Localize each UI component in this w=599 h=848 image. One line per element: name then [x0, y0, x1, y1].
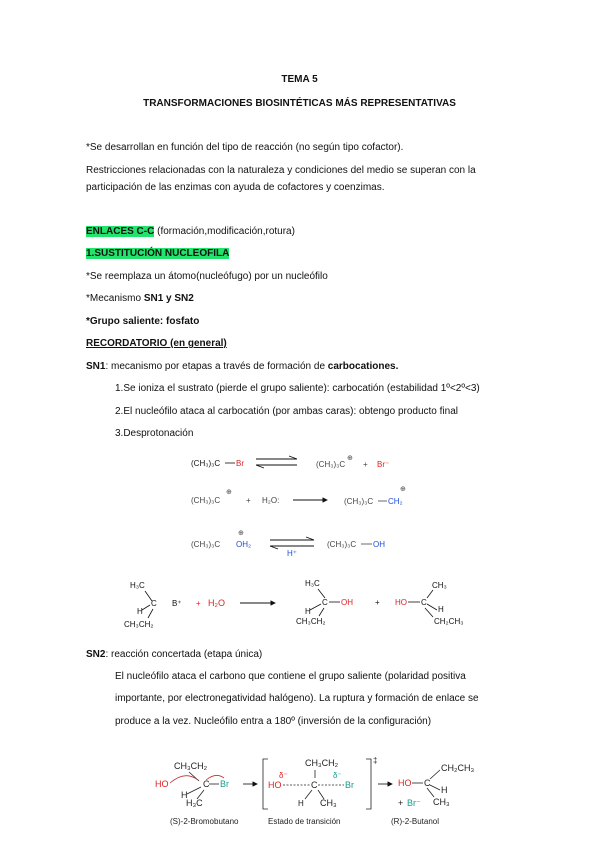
formula-label: δ⁻ — [333, 771, 342, 780]
formula-label: H₂O — [208, 598, 225, 608]
formula-label: ‡ — [373, 756, 378, 765]
formula-label: H — [298, 799, 304, 808]
r1-plus: + — [363, 460, 368, 469]
formula-label: Br — [220, 779, 229, 789]
formula-label: δ⁻ — [279, 771, 288, 780]
formula-label: (R)-2-Butanol — [391, 817, 440, 826]
formula-label: HO — [268, 780, 282, 790]
formula-label: B⁺ — [172, 599, 182, 608]
formula-label: H — [137, 607, 143, 616]
intro-line-3: participación de las enzimas con ayuda de cofactores y coenzimas. — [86, 182, 385, 193]
formula-label: CH₃ — [433, 797, 450, 807]
bullet-nucleofugo: *Se reemplaza un átomo(nucleófugo) por un nucleófilo — [86, 271, 328, 282]
intro-line-2: Restricciones relacionadas con la naturaleza y condiciones del medio se superan con la — [86, 165, 476, 176]
formula-label: C — [322, 598, 328, 607]
formula-label: CH₃CH₂ — [174, 761, 208, 771]
r2-product: (CH₃)₃C — [344, 497, 374, 506]
formula-label: CH₃ — [320, 798, 337, 808]
formula-label: Br — [345, 780, 354, 790]
sn1-text: : mecanismo por etapas a través de formación de — [105, 361, 328, 372]
formula-label: OH — [341, 598, 353, 607]
formula-label: + — [196, 599, 201, 608]
formula-label: HO — [395, 598, 407, 607]
bullet-mecanismo-bold: SN1 y SN2 — [143, 293, 194, 304]
r1-charge: ⊕ — [347, 455, 353, 462]
formula-label: Estado de transición — [268, 817, 341, 826]
formula-label: C — [421, 598, 427, 607]
formula-label: + — [398, 798, 404, 808]
r2-charge: ⊕ — [226, 489, 232, 496]
formula-label: (S)-2-Bromobutano — [170, 817, 239, 826]
section-heading-note: (formación,modificación,rotura) — [154, 226, 295, 237]
formula-label: H₃C — [186, 798, 203, 808]
formula-label: H₃C — [130, 581, 145, 590]
formula-label: CH₃CH₂ — [296, 617, 326, 626]
formula-label: CH₃ — [432, 581, 447, 590]
sn1-label: SN1 — [86, 361, 106, 372]
formula-label: CH₃CH₂ — [124, 620, 154, 629]
formula-label: H — [438, 605, 444, 614]
topic-title: TEMA 5 — [281, 74, 318, 85]
sn2-paragraph-1: El nucleófilo ataca el carbono que contiene el grupo saliente (polaridad positiva — [115, 671, 466, 682]
r2-product-charge: ⊕ — [400, 486, 406, 493]
formula-label: + — [375, 598, 380, 607]
sn2-paragraph-3: produce a la vez. Nucleófilo entra a 180º (inversión de la configuración) — [115, 716, 432, 727]
formula-label: HO — [155, 779, 169, 789]
formula-label: H — [441, 785, 448, 795]
r3-charge: ⊕ — [238, 530, 244, 537]
r2-ch2: CH₂ — [388, 497, 403, 506]
r1-reactant: (CH₃)₃C — [191, 459, 221, 468]
sn1-step-3: 3.Desprotonación — [115, 428, 194, 439]
sn2-label: SN2 — [86, 649, 106, 660]
reminder-heading: RECORDATORIO (en general) — [86, 338, 227, 349]
r3-oh: OH — [373, 540, 385, 549]
r3-reactant: (CH₃)₃C — [191, 540, 221, 549]
r2-water: H₂O: — [262, 496, 280, 505]
formula-label: CH₃CH₂ — [305, 758, 339, 768]
sn1-bold: carbocationes. — [327, 361, 399, 372]
formula-label: CH₂CH₃ — [434, 617, 464, 626]
r1-bromide: Br⁻ — [377, 460, 390, 469]
bullet-mecanismo-label: *Mecanismo — [86, 293, 144, 304]
r1-br: Br — [236, 459, 244, 468]
sn2-text: : reacción concertada (etapa única) — [105, 649, 263, 660]
r2-plus: + — [246, 496, 251, 505]
formula-label: HO — [398, 778, 412, 788]
formula-label: C — [203, 779, 210, 789]
formula-label: CH₂CH₃ — [441, 763, 475, 773]
formula-label: H₃C — [305, 579, 320, 588]
sn1-step-2: 2.El nucleófilo ataca al carbocatión (por ambas caras): obtengo producto final — [115, 406, 458, 417]
bullet-grupo-saliente: *Grupo saliente: fosfato — [86, 316, 200, 327]
sn1-step-1: 1.Se ioniza el sustrato (pierde el grupo saliente): carbocatión (estabilidad 1º<2º<3) — [115, 383, 480, 394]
sn2-paragraph-2: importante, por electronegatividad halógeno). La ruptura y formación de enlace se — [115, 693, 479, 704]
page-title: TRANSFORMACIONES BIOSINTÉTICAS MÁS REPRESENTATIVAS — [143, 98, 456, 109]
r2-cation: (CH₃)₃C — [191, 496, 221, 505]
intro-line-1: *Se desarrollan en función del tipo de reacción (no según tipo cofactor). — [86, 142, 404, 153]
formula-label: H — [305, 607, 311, 616]
subsection-highlight: 1.SUSTITUCIÓN NUCLEOFILA — [86, 248, 230, 259]
formula-label: C — [424, 778, 431, 788]
formula-label: H — [181, 790, 188, 800]
section-heading-highlight: ENLACES C-C — [86, 226, 155, 237]
formula-label: C — [311, 780, 318, 790]
r3-product: (CH₃)₃C — [327, 540, 357, 549]
r3-oh2: OH₂ — [236, 540, 252, 549]
formula-label: C — [151, 599, 157, 608]
formula-label: Br⁻ — [407, 798, 421, 808]
r3-proton: H⁺ — [287, 549, 297, 558]
r1-product: (CH₃)₃C — [316, 460, 346, 469]
